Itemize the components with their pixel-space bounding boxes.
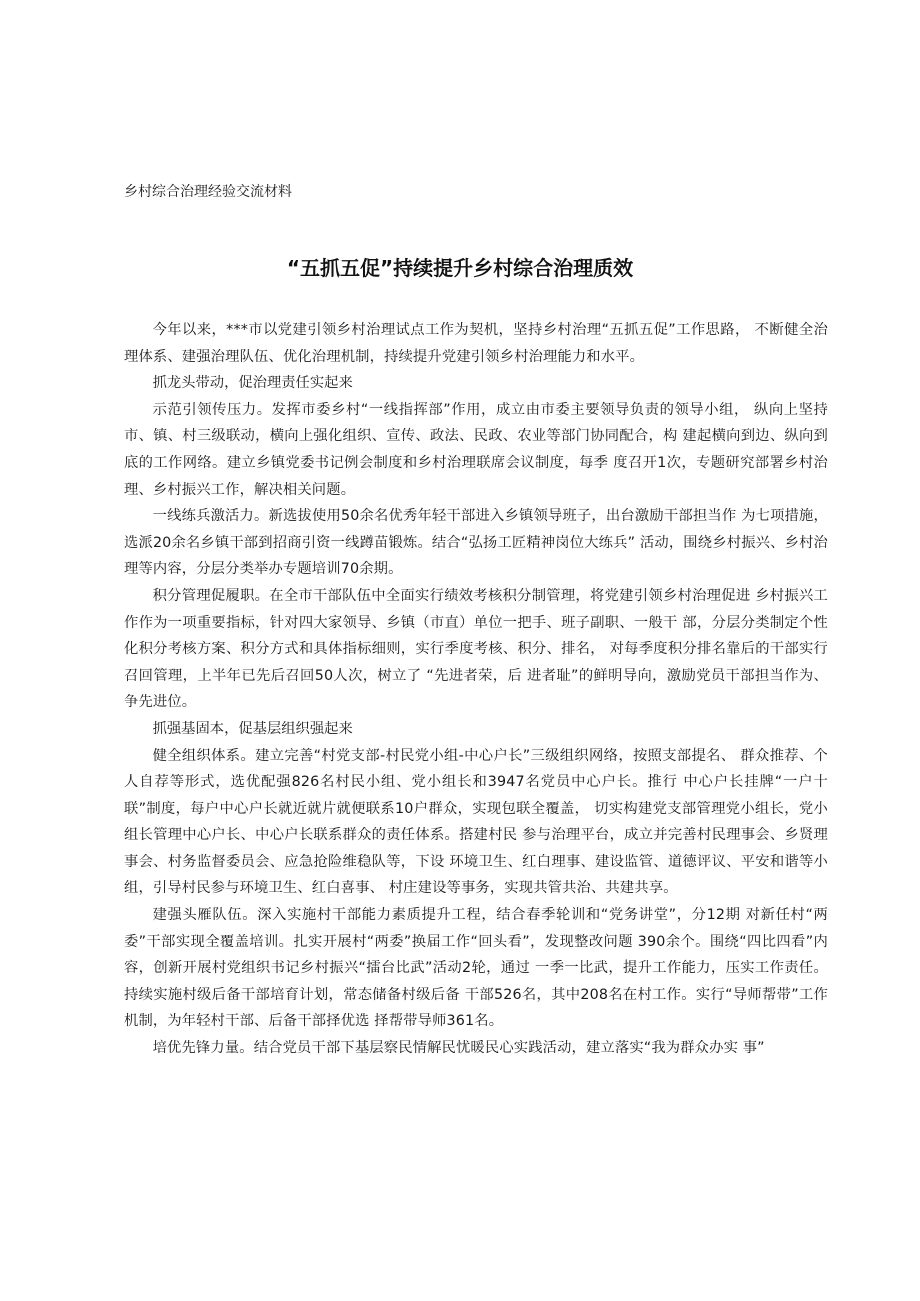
- body-paragraph: 健全组织体系。建立完善“村党支部-村民党小组-中心户长”三级组织网络，按照支部提名、 群众推荐、个人自荐等形式，选优配强826名村民小组、党小组长和3947名党员中心户长。推行 中心户长挂牌“一户十联”制度，每户中心户长就近就片就便联系10户群众，实现包联全覆盖， 切实构建党支部管理党小组长，党小组长管理中心户长、中心户长联系群众的责任体系。搭建村民 参与治理平台，成立并完善村民理事会、乡贤理事会、村务监督委员会、应急抢险维稳队等，下设 环境卫生、红白理事、建设监管、道德评议、平安和谐等小组，引导村民参与环境卫生、红白喜事、 村庄建设等事务，实现共管共治、共建共享。: [124, 747, 828, 897]
- body-paragraph: 培优先锋力量。结合党员干部下基层察民情解民忧暖民心实践活动，建立落实“我为群众办实 事”: [152, 1040, 765, 1057]
- body-paragraph: 积分管理促履职。在全市干部队伍中全面实行绩效考核积分制管理，将党建引领乡村治理促进 乡村振兴工作作为一项重要指标，针对四大家领导、乡镇（市直）单位一把手、班子副职、一般干 部，分层分类制定个性化积分考核方案、积分方式和具体指标细则，实行季度考核、积分、排名， 对每季度积分排名靠后的干部实行召回管理，上半年已先后召回50人次，树立了 “先进者荣，后 进者耻”的鲜明导向，激励党员干部担当作为、争先进位。: [124, 587, 828, 711]
- body-paragraph: 建强头雁队伍。深入实施村干部能力素质提升工程，结合春季轮训和“党务讲堂”，分12期 对新任村“两委”干部实现全覆盖培训。扎实开展村“两委”换届工作“回头看”，发现整改问题 390余个。围绕“四比四看”内容，创新开展村党组织书记乡村振兴“擂台比武”活动2轮，通过 一季一比武，提升工作能力，压实工作责任。持续实施村级后备干部培育计划，常态储备村级后备 干部526名，其中208名在村工作。实行“导师帮带”工作机制，为年轻村干部、后备干部择优选 择帮带导师361名。: [124, 907, 828, 1030]
- intro-paragraph: 今年以来，***市以党建引领乡村治理试点工作为契机，坚持乡村治理“五抓五促”工作思路， 不断健全治理体系、建强治理队伍、优化治理机制，持续提升党建引领乡村治理能力和水平。: [124, 322, 828, 365]
- body-paragraph: 示范引领传压力。发挥市委乡村“一线指挥部”作用，成立由市委主要领导负责的领导小组， 纵向上坚持市、镇、村三级联动，横向上强化组织、宣传、政法、民政、农业等部门协同配合，构 建起横向到边、纵向到底的工作网络。建立乡镇党委书记例会制度和乡村治理联席会议制度，每季 度召开1次，专题研究部署乡村治理、乡村振兴工作，解决相关问题。: [124, 401, 828, 498]
- body-paragraph: 一线练兵激活力。新选拔使用50余名优秀年轻干部进入乡镇领导班子，出台激励干部担当作 为七项措施，选派20余名乡镇干部到招商引资一线蹲苗锻炼。结合“弘扬工匠精神岗位大练兵” 活动，围绕乡村振兴、乡村治理等内容，分层分类举办专题培训70余期。: [124, 508, 828, 578]
- document-body: [124, 317, 828, 1062]
- document-category-label: 乡村综合治理经验交流材料: [124, 184, 292, 200]
- section-heading: 抓龙头带动，促治理责任实起来: [152, 375, 353, 392]
- section-heading: 抓强基固本，促基层组织强起来: [152, 720, 353, 737]
- document-title: “五抓五促”持续提升乡村综合治理质效: [286, 256, 634, 280]
